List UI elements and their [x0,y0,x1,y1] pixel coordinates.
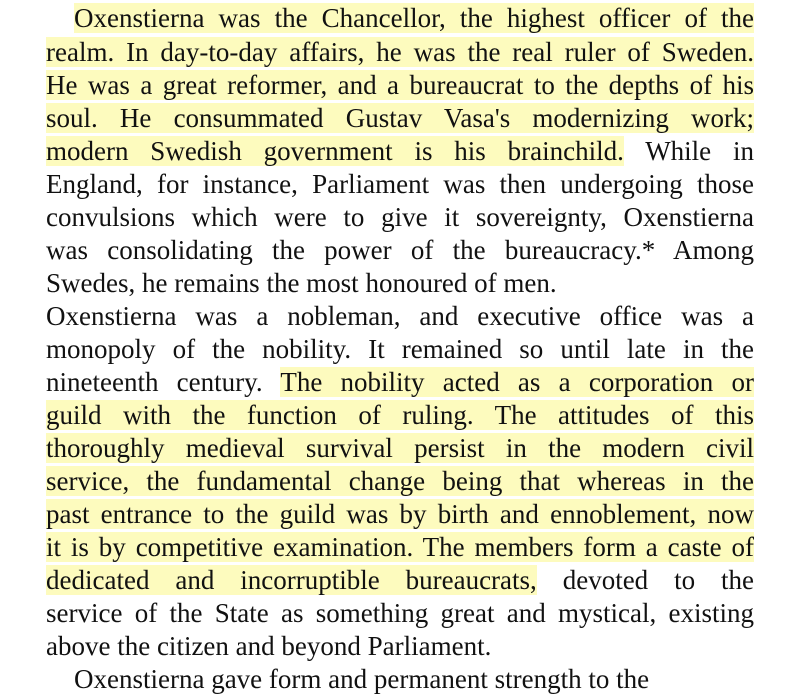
text-line-last [46,630,491,662]
plain-text: Oxenstierna was a nobleman, and executive office was a [46,301,754,331]
highlighted-text: dedicated and incorruptible bureaucrats, [46,565,537,595]
text-line [46,333,754,365]
text-line [46,498,754,530]
text-line [46,597,754,629]
text-line [46,69,754,101]
highlighted-text: He was a great reformer, and a bureaucrat to the depths of his [46,70,754,100]
plain-text: convulsions which were to give it sovereignty, Oxenstierna [46,202,754,232]
text-line [46,366,754,398]
text-line [46,399,754,431]
highlighted-text: realm. In day-to-day affairs, he was the real ruler of Sweden. [46,37,754,67]
text-line-last [46,267,557,299]
plain-text: above the citizen and beyond Parliament. [46,631,492,661]
plain-text: monopoly of the nobility. It remained so until late in the [46,334,754,364]
highlighted-text: thoroughly medieval survival persist in the modern civil [46,433,754,463]
text-line [46,102,754,134]
highlighted-text: it is by competitive examination. The members form a caste of [46,532,754,562]
text-line [46,300,754,332]
plain-text: Oxenstierna gave form and permanent strength to the [74,664,650,694]
highlighted-text: service, the fundamental change being that whereas in the [46,466,754,496]
highlighted-text: modern Swedish government is his brainchild. [46,136,624,166]
plain-text: nineteenth century. [46,367,281,397]
text-line [46,36,754,68]
text-line [46,465,754,497]
plain-text: devoted to the [536,565,754,595]
highlighted-text: past entrance to the guild was by birth and ennoblement, now [46,499,754,529]
highlighted-text: soul. He consummated Gustav Vasa's modernizing work; [46,103,754,133]
highlighted-text: Oxenstierna was the Chancellor, the highest officer of the [74,3,754,33]
highlighted-text: The nobility acted as a corporation or [280,367,754,397]
text-line [46,234,754,266]
text-line [74,663,649,695]
plain-text: While in [623,136,754,166]
plain-text: service of the State as something great and mystical, existing [46,598,754,628]
text-line [46,531,754,563]
plain-text: Swedes, he remains the most honoured of men. [46,268,557,298]
text-line [74,2,754,34]
highlighted-text: guild with the function of ruling. The attitudes of this [46,400,754,430]
text-line [46,564,754,596]
text-line [46,201,754,233]
text-line [46,168,754,200]
text-line [46,432,754,464]
plain-text: England, for instance, Parliament was then undergoing those [46,169,754,199]
text-line [46,135,754,167]
plain-text: was consolidating the power of the bureaucracy.* Among [46,235,754,265]
